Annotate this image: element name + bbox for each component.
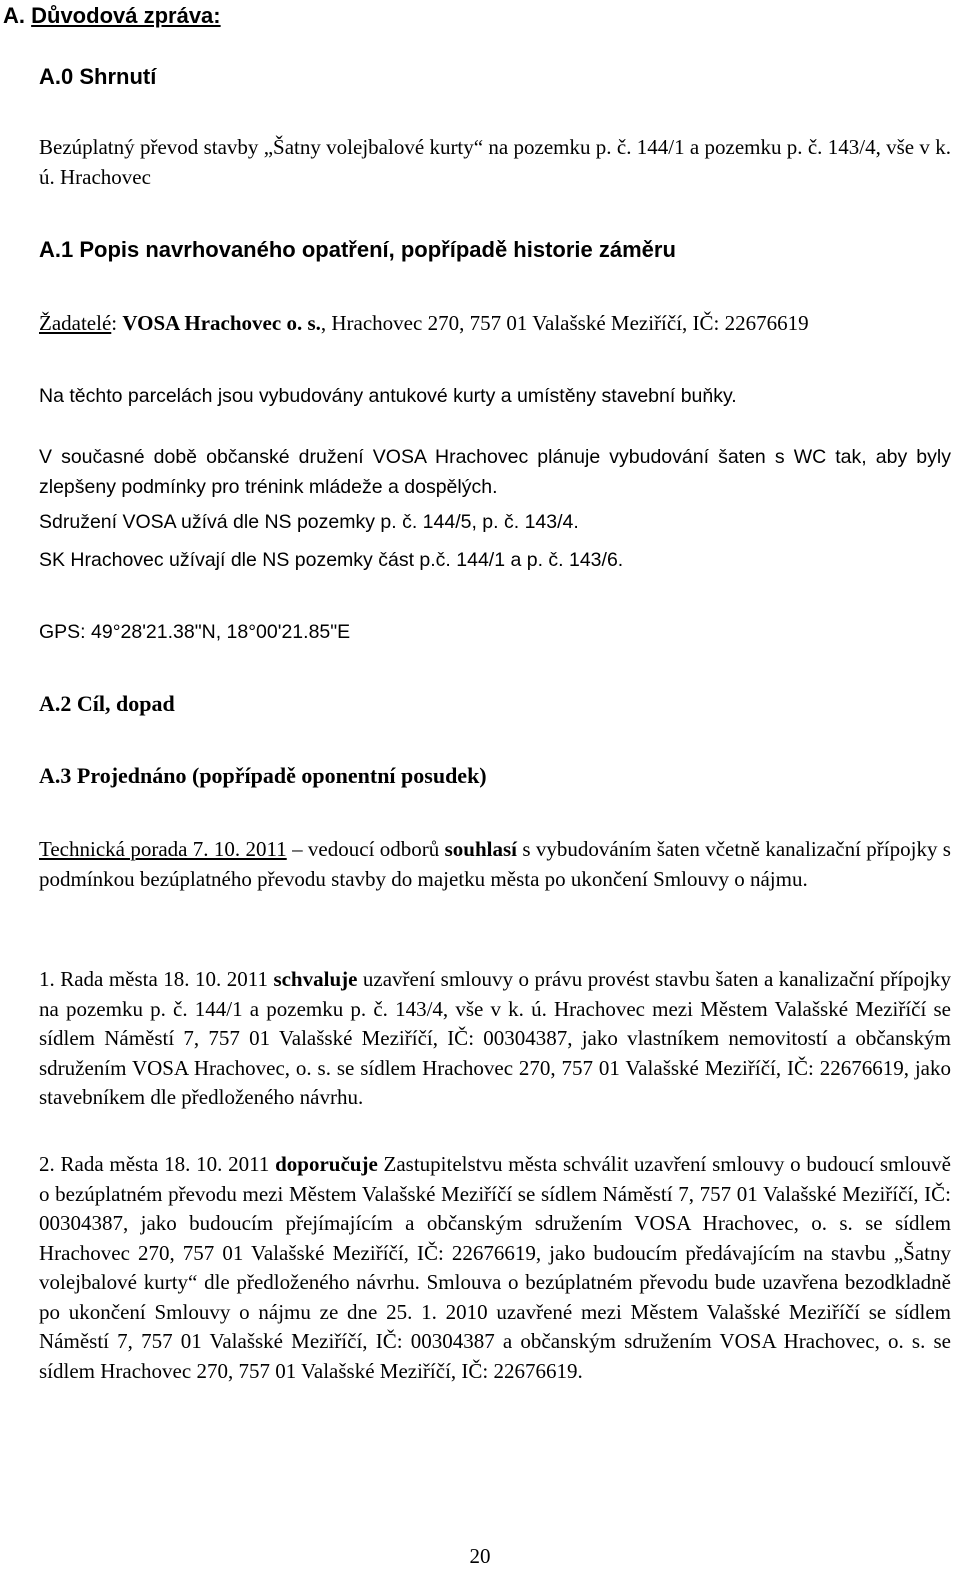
heading-title: Důvodová zpráva: <box>31 3 221 28</box>
heading-letter: A. <box>3 3 25 28</box>
applicant-name: VOSA Hrachovec o. s. <box>122 311 321 335</box>
vosa-land-paragraph: Sdružení VOSA užívá dle NS pozemky p. č. 144/5, p. č. 143/4. <box>39 511 579 533</box>
plan-paragraph: V současné době občanské družení VOSA Hrachovec plánuje vybudování šaten s WC tak, aby byly zlepšeny podmínky pro trénink mládeže a dospělých. <box>39 446 951 498</box>
parcels-paragraph: Na těchto parcelách jsou vybudovány antukové kurty a umístěny stavební buňky. <box>39 385 737 407</box>
document-heading <box>3 3 221 29</box>
gps-coordinates: GPS: 49°28'21.38"N, 18°00'21.85"E <box>39 621 351 643</box>
resolution-1-verb: schvaluje <box>273 967 358 991</box>
council-resolution-2: 2. Rada města 18. 10. 2011 doporučuje Zastupitelstvu města schválit uzavření smlouvy o budoucí smlouvě o bezúplatném převodu mezi Městem Valašské Meziříčí se sídlem Náměstí 7, 757 01 Valašské Meziříčí, IČ: 00304387, jako budoucím přejímajícím a občanským sdružením VOSA Hrachovec, o. s. se sídlem Hrachovec 270, 757 01 Valašské Meziříčí, IČ: 22676619, jako budoucím předávajícím na stavbu „Šatny volejbalové kurty“ dle předloženého návrhu. Smlouva o bezúplatném převodu bude uzavřena bezodkladně po ukončení Smlouvy o nájmu ze dne 25. 1. 2010 uzavřené mezi Městem Valašské Meziříčí se sídlem Náměstí 7, 757 01 Valašské Meziříčí, IČ: 00304387 a občanským sdružením VOSA Hrachovec, o. s. se sídlem Hrachovec 270, 757 01 Valašské Meziříčí, IČ: 22676619. <box>39 1152 951 1383</box>
summary-paragraph: Bezúplatný převod stavby „Šatny volejbalové kurty“ na pozemku p. č. 144/1 a pozemku p. č. 143/4, vše v k. ú. Hrachovec <box>39 135 951 189</box>
applicant-address: , Hrachovec 270, 757 01 Valašské Meziříčí, IČ: 22676619 <box>320 311 809 335</box>
section-a1-title: A.1 Popis navrhovaného opatření, popřípadě historie záměru <box>39 237 676 262</box>
technical-meeting-paragraph: Technická porada 7. 10. 2011 – vedoucí odborů souhlasí s vybudováním šaten včetně kanalizační přípojky s podmínkou bezúplatného převodu stavby do majetku města po ukončení Smlouvy o nájmu. <box>39 837 951 891</box>
section-a0-title: A.0 Shrnutí <box>39 64 157 89</box>
resolution-2-verb: doporučuje <box>275 1152 378 1176</box>
applicant-colon: : <box>111 311 123 335</box>
council-resolution-1: 1. Rada města 18. 10. 2011 schvaluje uzavření smlouvy o právu provést stavbu šaten a kanalizační přípojky na pozemku p. č. 144/1 a pozemku p. č. 143/4, vše v k. ú. Hrachovec mezi Městem Valašské Meziříčí se sídlem Náměstí 7, 757 01 Valašské Meziříčí, IČ: 00304387, jako vlastníkem nemovitostí a občanským sdružením VOSA Hrachovec, o. s. se sídlem Hrachovec 270, 757 01 Valašské Meziříčí, IČ: 22676619, jako stavebníkem dle předloženého návrhu. <box>39 967 951 1109</box>
applicant-label: Žadatelé <box>39 311 112 335</box>
sk-land-paragraph: SK Hrachovec užívají dle NS pozemky část p.č. 144/1 a p. č. 143/6. <box>39 549 624 571</box>
page-number: 20 <box>469 1544 491 1568</box>
section-a3-title: A.3 Projednáno (popřípadě oponentní posudek) <box>39 763 487 788</box>
meeting-date: Technická porada 7. 10. 2011 <box>39 837 287 861</box>
approval-word: souhlasí <box>444 837 517 861</box>
applicant-paragraph <box>39 309 951 339</box>
section-a2-title: A.2 Cíl, dopad <box>39 691 175 716</box>
